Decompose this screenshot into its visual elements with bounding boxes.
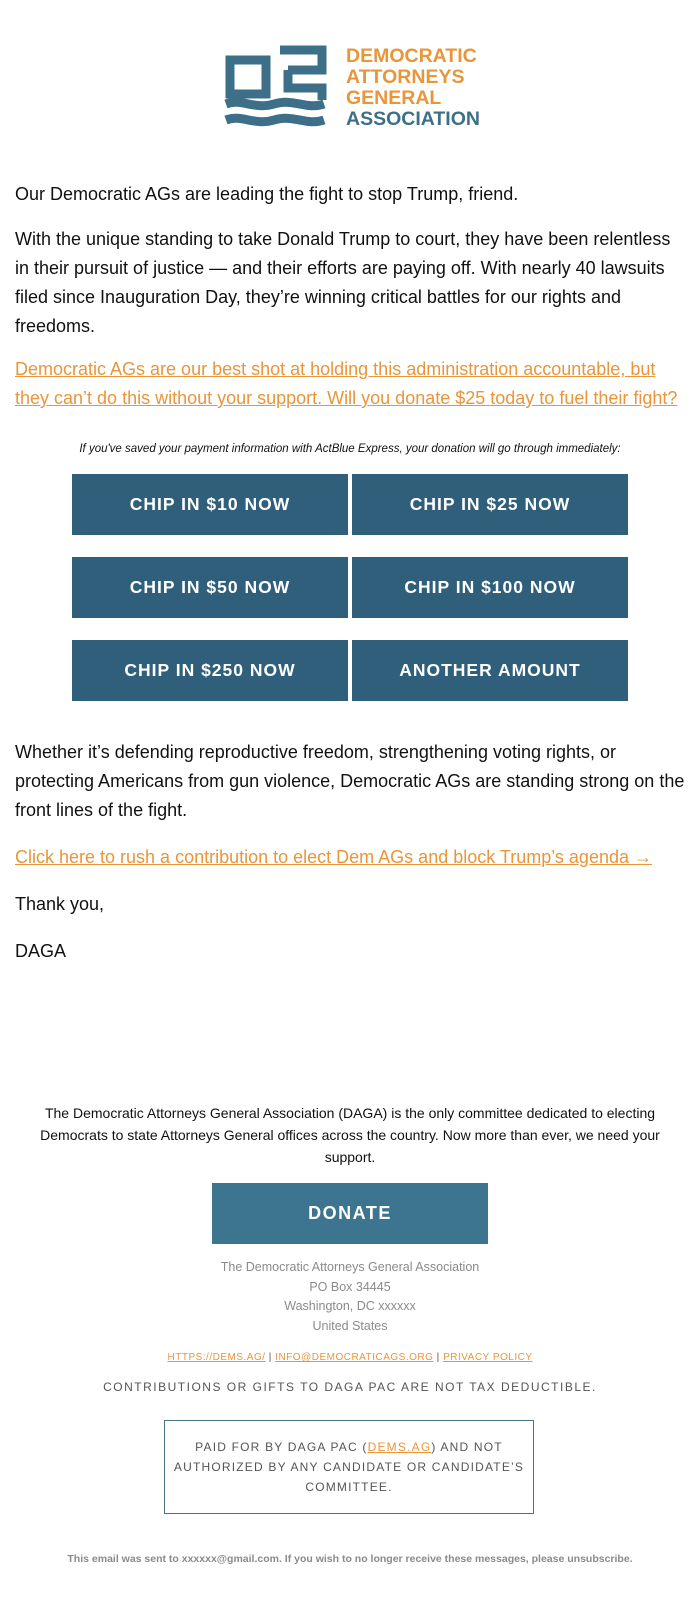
footer-links bbox=[0, 1352, 700, 1363]
unsubscribe-notice: This email was sent to xxxxxx@gmail.com. If you wish to no longer receive these messages, please unsubscribe. bbox=[67, 1553, 633, 1565]
chip-in-10-button[interactable]: CHIP IN $10 NOW bbox=[72, 474, 348, 535]
paid-for-prefix: PAID FOR BY DAGA PAC ( bbox=[195, 1440, 368, 1454]
greeting-paragraph: Our Democratic AGs are leading the fight to stop Trump, friend. bbox=[15, 184, 519, 204]
logo-wordmark bbox=[346, 46, 480, 130]
tax-notice: CONTRIBUTIONS OR GIFTS TO DAGA PAC ARE NOT TAX DEDUCTIBLE. bbox=[103, 1380, 597, 1394]
mailing-address bbox=[0, 1258, 700, 1336]
chip-in-50-button[interactable]: CHIP IN $50 NOW bbox=[72, 557, 348, 618]
actblue-express-note: If you've saved your payment information with ActBlue Express, your donation will go through immediately: bbox=[79, 443, 621, 455]
logo-line-2: ATTORNEYS bbox=[346, 66, 465, 88]
address-org: The Democratic Attorneys General Association bbox=[220, 1260, 480, 1274]
rush-contribution-link[interactable]: Click here to rush a contribution to elect Dem AGs and block Trump’s agenda → bbox=[15, 847, 652, 867]
donate-button[interactable]: DONATE bbox=[212, 1183, 488, 1244]
rush-paragraph bbox=[15, 843, 685, 872]
website-link[interactable]: HTTPS://DEMS.AG/ bbox=[167, 1352, 266, 1363]
thanks-text: Thank you, bbox=[15, 894, 105, 914]
signature-text: DAGA bbox=[15, 941, 67, 961]
another-amount-button[interactable]: ANOTHER AMOUNT bbox=[352, 640, 628, 701]
dems-ag-link[interactable]: DEMS.AG bbox=[367, 1440, 432, 1454]
address-po-box: PO Box 34445 bbox=[309, 1279, 391, 1294]
paid-for-disclaimer bbox=[164, 1420, 534, 1514]
address-city: Washington, DC xxxxxx bbox=[284, 1299, 416, 1313]
chip-in-250-button[interactable]: CHIP IN $250 NOW bbox=[72, 640, 348, 701]
logo-line-1: DEMOCRATIC bbox=[346, 45, 477, 67]
chip-in-100-button[interactable]: CHIP IN $100 NOW bbox=[352, 557, 628, 618]
daga-logo[interactable] bbox=[222, 44, 482, 136]
paid-for-suffix: ) AND NOT AUTHORIZED BY ANY CANDIDATE OR CANDIDATE’S COMMITTEE. bbox=[173, 1440, 525, 1494]
intro-paragraph: With the unique standing to take Donald Trump to court, they have been relentless in their pursuit of justice — and their efforts are paying off. With nearly 40 lawsuits filed since Inauguration Day, they’re winning critical battles for our rights and freedoms. bbox=[15, 229, 671, 336]
daga-logo-icon bbox=[222, 44, 332, 136]
footer-intro: The Democratic Attorneys General Association (DAGA) is the only committee dedicated to electing Democrats to state Attorneys General offices across the country. Now more than ever, we need your support. bbox=[40, 1105, 660, 1165]
logo-line-3: GENERAL bbox=[346, 87, 442, 109]
email-link[interactable]: INFO@DEMOCRATICAGS.ORG bbox=[275, 1352, 434, 1363]
address-country: United States bbox=[312, 1318, 388, 1333]
issues-paragraph: Whether it’s defending reproductive freedom, strengthening voting rights, or protecting Americans from gun violence, Democratic AGs are standing strong on the front lines of the fight. bbox=[15, 742, 685, 820]
logo-line-4: ASSOCIATION bbox=[346, 108, 480, 130]
link-separator: | bbox=[436, 1352, 440, 1363]
donate-25-link[interactable]: Democratic AGs are our best shot at holding this administration accountable, but they can’t do this without your support. Will you donate $25 today to fuel their fight? bbox=[15, 359, 678, 408]
link-separator: | bbox=[268, 1352, 272, 1363]
chip-in-25-button[interactable]: CHIP IN $25 NOW bbox=[352, 474, 628, 535]
privacy-policy-link[interactable]: PRIVACY POLICY bbox=[443, 1352, 533, 1363]
cta-paragraph bbox=[15, 355, 685, 413]
